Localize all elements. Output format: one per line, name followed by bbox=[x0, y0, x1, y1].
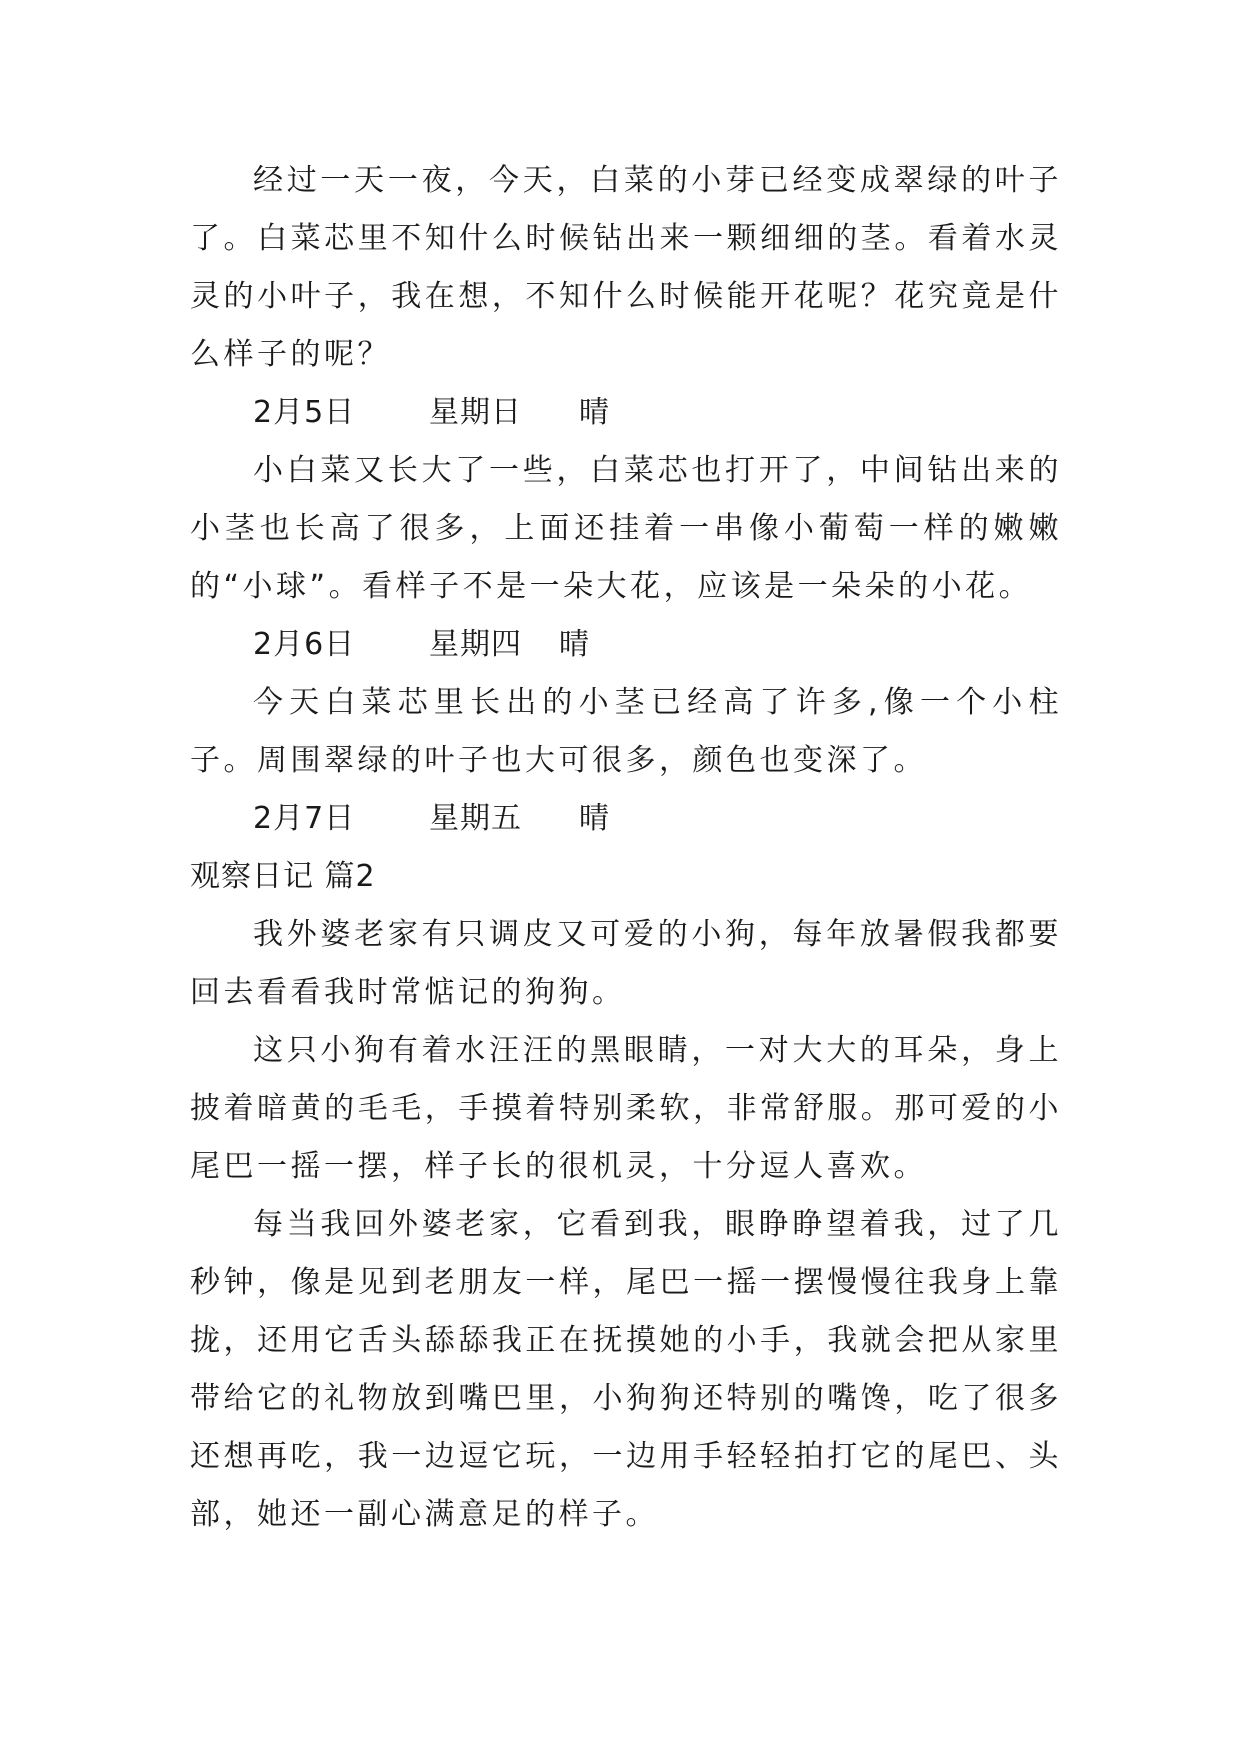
weather: 晴 bbox=[579, 395, 610, 430]
date-line bbox=[190, 616, 1062, 674]
date: 2月7日 bbox=[253, 801, 356, 836]
paragraph: 今天白菜芯里长出的小茎已经高了许多,像一个小柱子。周围翠绿的叶子也大可很多，颜色也变深了。 bbox=[190, 685, 1062, 778]
section-heading: 观察日记 篇2 bbox=[190, 859, 376, 894]
weather: 晴 bbox=[559, 627, 590, 662]
date: 2月5日 bbox=[253, 395, 356, 430]
weekday: 星期日 bbox=[429, 395, 522, 430]
paragraph: 经过一天一夜，今天，白菜的小芽已经变成翠绿的叶子了。白菜芯里不知什么时候钻出来一颗细细的茎。看着水灵灵的小叶子，我在想，不知什么时候能开花呢？花究竟是什么样子的呢？ bbox=[190, 163, 1062, 372]
paragraph: 小白菜又长大了一些，白菜芯也打开了，中间钻出来的小茎也长高了很多，上面还挂着一串像小葡萄一样的嫩嫩的“小球”。看样子不是一朵大花，应该是一朵朵的小花。 bbox=[190, 453, 1062, 604]
date: 2月6日 bbox=[253, 627, 356, 662]
date-line bbox=[190, 384, 1062, 442]
paragraph: 这只小狗有着水汪汪的黑眼睛，一对大大的耳朵，身上披着暗黄的毛毛，手摸着特别柔软，非常舒服。那可爱的小尾巴一摇一摆，样子长的很机灵，十分逗人喜欢。 bbox=[190, 1033, 1062, 1184]
date-line bbox=[190, 790, 1062, 848]
paragraph: 我外婆老家有只调皮又可爱的小狗，每年放暑假我都要回去看看我时常惦记的狗狗。 bbox=[190, 917, 1062, 1010]
weekday: 星期五 bbox=[429, 801, 522, 836]
weekday: 星期四 bbox=[429, 627, 522, 662]
weather: 晴 bbox=[579, 801, 610, 836]
document-body bbox=[190, 152, 1062, 1544]
paragraph: 每当我回外婆老家，它看到我，眼睁睁望着我，过了几秒钟，像是见到老朋友一样，尾巴一摇一摆慢慢往我身上靠拢，还用它舌头舔舔我正在抚摸她的小手，我就会把从家里带给它的礼物放到嘴巴里，小狗狗还特别的嘴馋，吃了很多还想再吃，我一边逗它玩，一边用手轻轻拍打它的尾巴、头部，她还一副心满意足的样子。 bbox=[190, 1207, 1062, 1532]
